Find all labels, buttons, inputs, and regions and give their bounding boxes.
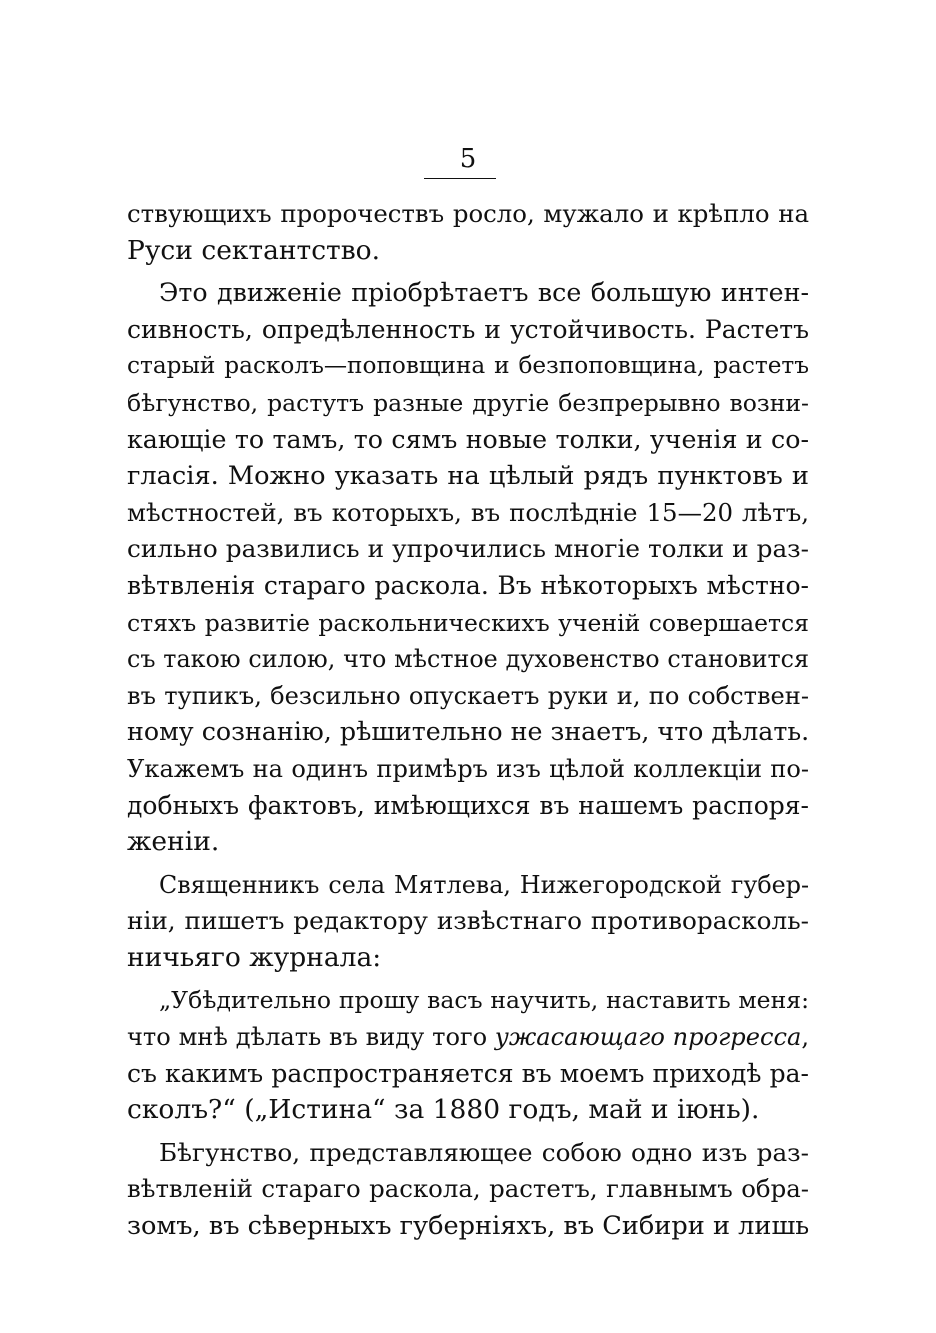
text-line: Укажемъ на одинъ примѣръ изъ цѣлой коллекцiи по- — [127, 754, 809, 783]
text-line: Бѣгунство, представляющее собою одно изъ раз- — [159, 1137, 809, 1167]
text-line: Руси сектантство. — [127, 234, 381, 266]
text-fragment: , — [801, 1023, 809, 1052]
text-line: сильно развились и упрочились многiе толки и раз- — [127, 534, 809, 564]
text-line: гласiя. Можно указать на цѣлый рядъ пунктовъ и — [127, 461, 809, 492]
text-line: ному сознанiю, рѣшительно не знаетъ, что дѣлать. — [127, 717, 810, 747]
text-line: бѣгунство, растутъ разные другiе безпрерывно возни- — [127, 388, 809, 417]
text-line — [127, 1019, 809, 1056]
text-line: зомъ, въ сѣверныхъ губернiяхъ, въ Сибири и лишь — [127, 1211, 810, 1242]
text-line: сколъ?“ („Истина“ за 1880 годъ, май и iюнь). — [127, 1094, 760, 1126]
text-line: „Убѣдительно прошу васъ научить, наставить меня: — [159, 986, 809, 1015]
text-line: съ такою силою, что мѣстное духовенство становится — [127, 645, 809, 674]
text-line: вѣтвленiй стараго раскола, растетъ, главнымъ обра- — [127, 1174, 809, 1204]
text-line: мѣстностей, въ которыхъ, въ послѣднiе 15—20 лѣтъ, — [127, 497, 809, 527]
quotation-paragraph — [127, 982, 809, 1128]
page-number: 5 — [459, 144, 477, 174]
text-line: въ тупикъ, безсильно опускаетъ руки и, по собствен- — [127, 681, 809, 710]
text-line: сивность, опредѣленность и устойчивость. Растетъ — [127, 314, 809, 344]
page-number-rule — [424, 178, 496, 179]
text-line: кающiе то тамъ, то сямъ новые толки, ученiя и со- — [127, 424, 809, 454]
text-line: съ какимъ распространяется въ моемъ приходѣ ра- — [127, 1058, 809, 1088]
text-line: ничьяго журнала: — [127, 941, 382, 973]
text-line: Священникъ села Мятлева, Нижегородской губер- — [159, 870, 809, 899]
text-fragment: что мнѣ дѣлать въ виду того — [127, 1023, 495, 1052]
paragraph — [127, 1135, 809, 1245]
text-line: Это движенiе прiобрѣтаетъ все большую интен- — [159, 278, 809, 308]
text-line: женiи. — [127, 826, 220, 858]
text-line: ствующихъ пророчествъ росло, мужало и крѣпло на — [127, 199, 809, 228]
paragraph — [127, 867, 809, 977]
text-line: вѣтвленiя стараго раскола. Въ нѣкоторыхъ мѣстно- — [127, 570, 809, 600]
body-text — [127, 196, 809, 1245]
paragraph — [127, 275, 809, 861]
text-line: нiи, пишетъ редактору извѣстнаго противорасколь- — [127, 906, 809, 936]
text-line: добныхъ фактовъ, имѣющихся въ нашемъ распоря- — [127, 790, 809, 820]
paragraph — [127, 196, 809, 269]
text-line: стяхъ развитiе раскольническихъ ученiй совершается — [127, 608, 809, 637]
emphasized-phrase: ужасающаго прогресса — [494, 1023, 802, 1052]
text-line: старый расколъ—поповщина и безпоповщина, растетъ — [127, 352, 809, 380]
